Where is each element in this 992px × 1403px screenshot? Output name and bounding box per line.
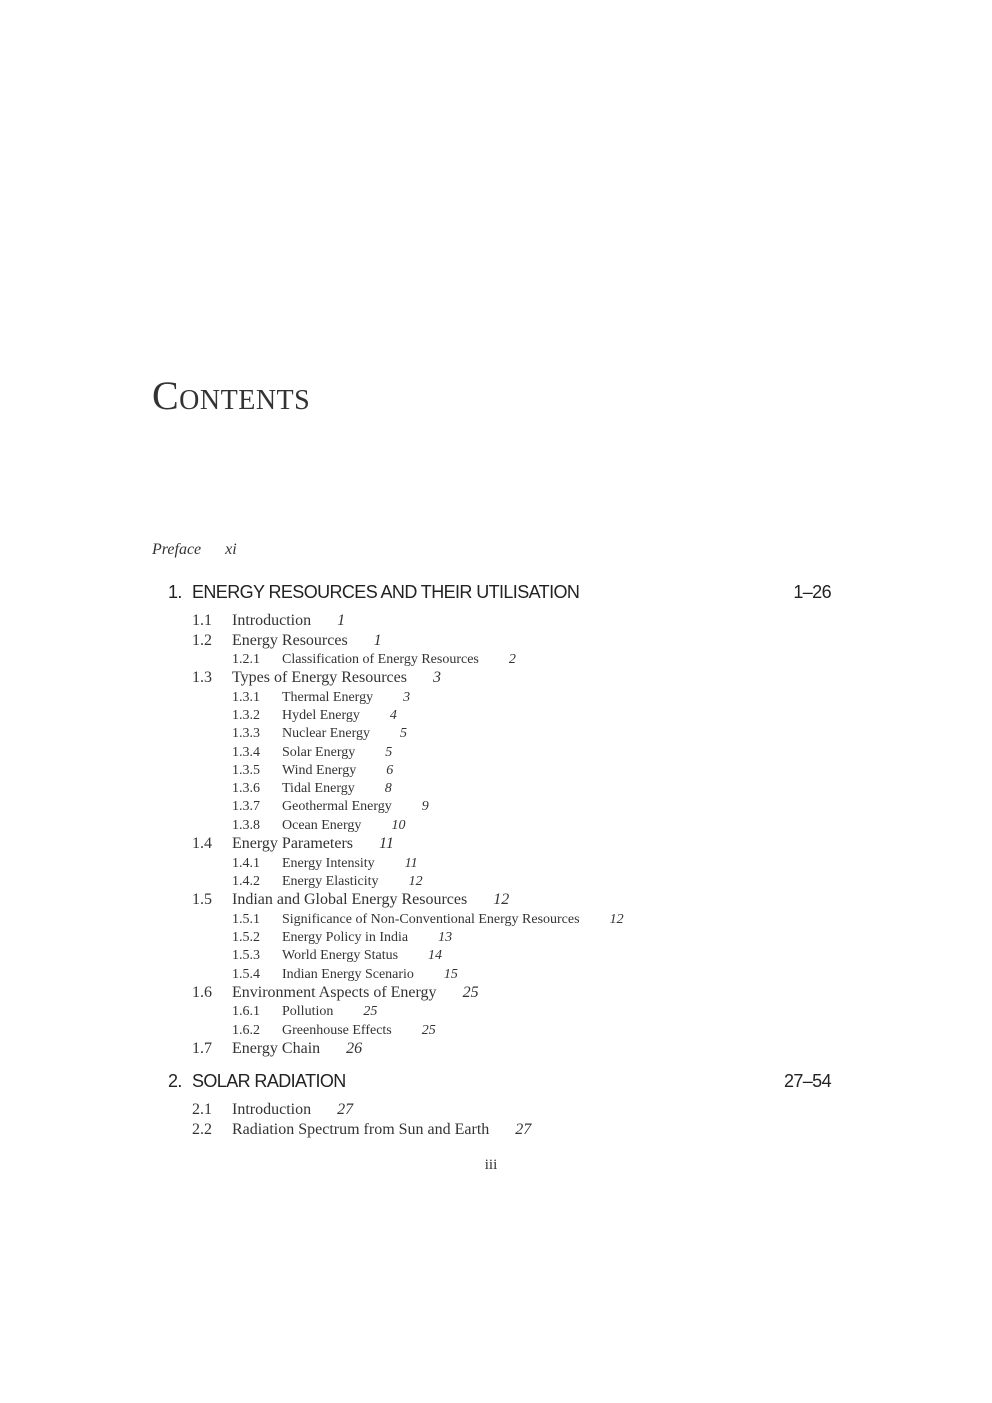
section-page: 10 xyxy=(391,817,406,833)
section-page: 27 xyxy=(515,1120,532,1138)
section-number: 1.6 xyxy=(192,984,212,1001)
chapter-number: 2. xyxy=(168,1071,182,1092)
section-title: Energy Policy in India xyxy=(282,929,409,945)
section-page: 12 xyxy=(493,891,510,909)
section-title: Ocean Energy xyxy=(282,817,362,833)
section-page: 3 xyxy=(432,669,441,687)
section-number: 1.4.1 xyxy=(232,855,260,871)
section-number: 1.3.3 xyxy=(232,726,260,742)
section-page: 26 xyxy=(346,1040,363,1058)
chapter-title: SOLAR RADIATION xyxy=(192,1071,346,1092)
section-title: Indian and Global Energy Resources xyxy=(232,891,468,909)
section-title: Energy Parameters xyxy=(232,835,353,853)
section-title: World Energy Status xyxy=(282,948,399,964)
toc-entry[interactable] xyxy=(192,1101,353,1119)
section-page: 6 xyxy=(386,762,394,778)
section-number: 1.3.6 xyxy=(232,781,260,797)
section-number: 1.4 xyxy=(192,835,212,853)
section-number: 1.5 xyxy=(192,891,212,909)
section-page: 9 xyxy=(421,799,429,815)
section-number: 2.2 xyxy=(192,1120,212,1138)
section-title: Radiation Spectrum from Sun and Earth xyxy=(232,1120,490,1138)
section-number: 1.1 xyxy=(192,612,212,629)
toc-chapter[interactable] xyxy=(168,1071,831,1092)
section-title: Tidal Energy xyxy=(282,781,355,797)
section-number: 1.3.1 xyxy=(232,689,260,705)
section-page: 25 xyxy=(363,1004,378,1020)
section-page: 3 xyxy=(403,689,411,705)
section-title: Environment Aspects of Energy xyxy=(232,984,437,1001)
section-number: 1.2 xyxy=(192,631,212,649)
section-number: 1.3.5 xyxy=(232,762,260,778)
section-title: Types of Energy Resources xyxy=(232,669,407,687)
toc-entry[interactable] xyxy=(232,690,410,706)
toc-entry[interactable] xyxy=(192,1121,531,1139)
section-page: 14 xyxy=(428,948,443,964)
section-title: Energy Chain xyxy=(232,1040,321,1058)
section-number: 1.7 xyxy=(192,1040,212,1058)
toc-entry[interactable] xyxy=(192,612,345,630)
chapter-title: ENERGY RESOURCES AND THEIR UTILISATION xyxy=(192,582,580,602)
toc-entry[interactable] xyxy=(232,874,423,890)
section-page: 12 xyxy=(609,911,624,927)
section-page: 27 xyxy=(337,1101,354,1119)
section-title: Energy Resources xyxy=(232,631,348,649)
toc-entry[interactable] xyxy=(192,1040,362,1058)
section-page: 4 xyxy=(389,707,397,723)
section-page: 25 xyxy=(462,984,479,1001)
section-number: 1.5.4 xyxy=(232,966,260,982)
section-title: Hydel Energy xyxy=(282,707,360,723)
section-page: 11 xyxy=(404,855,418,871)
section-number: 2.1 xyxy=(192,1101,212,1119)
toc-entry[interactable] xyxy=(232,912,624,928)
toc-entry[interactable] xyxy=(232,781,392,797)
section-page: 5 xyxy=(399,726,407,742)
section-page: 1 xyxy=(337,612,346,629)
section-number: 1.5.3 xyxy=(232,948,260,964)
section-title: Indian Energy Scenario xyxy=(282,966,414,982)
preface-page: xi xyxy=(225,541,237,558)
section-title: Classification of Energy Resources xyxy=(282,651,479,667)
section-page: 11 xyxy=(379,835,394,853)
section-title: Introduction xyxy=(232,1101,312,1119)
section-title: Introduction xyxy=(232,612,312,629)
section-title: Energy Intensity xyxy=(282,855,375,871)
section-page: 2 xyxy=(508,651,516,667)
chapter-page-range: 27–54 xyxy=(783,1071,831,1092)
toc-entry[interactable] xyxy=(232,1023,436,1039)
toc-entry[interactable] xyxy=(232,763,393,779)
chapter-number: 1. xyxy=(168,582,182,602)
section-number: 1.3.2 xyxy=(232,707,260,723)
section-page: 5 xyxy=(385,744,393,760)
preface-label: Preface xyxy=(152,541,202,558)
toc-entry[interactable] xyxy=(232,818,405,834)
section-number: 1.3.7 xyxy=(232,799,260,815)
section-title: Geothermal Energy xyxy=(282,799,392,815)
toc-entry[interactable] xyxy=(232,856,418,872)
toc-entry[interactable] xyxy=(192,669,441,687)
section-number: 1.5.1 xyxy=(232,911,260,927)
section-page: 1 xyxy=(373,631,382,649)
toc-entry[interactable] xyxy=(232,726,407,742)
page-title: Contents xyxy=(152,373,311,418)
section-page: 13 xyxy=(438,929,453,945)
toc-entry[interactable] xyxy=(232,967,458,983)
toc-chapter[interactable] xyxy=(168,582,831,603)
section-page: 8 xyxy=(384,781,392,797)
toc-entry[interactable] xyxy=(192,891,509,909)
toc-entry[interactable] xyxy=(232,1004,377,1020)
toc-entry[interactable] xyxy=(192,835,394,853)
section-title: Nuclear Energy xyxy=(282,726,370,742)
section-number: 1.3 xyxy=(192,669,212,687)
toc-entry[interactable] xyxy=(232,652,516,668)
section-number: 1.3.8 xyxy=(232,817,260,833)
page-number: iii xyxy=(484,1157,498,1173)
section-title: Solar Energy xyxy=(282,744,356,760)
section-number: 1.3.4 xyxy=(232,744,260,760)
toc-entry[interactable] xyxy=(232,745,392,761)
section-title: Wind Energy xyxy=(282,762,357,778)
section-number: 1.4.2 xyxy=(232,873,260,889)
toc-entry[interactable] xyxy=(232,930,452,946)
section-title: Pollution xyxy=(282,1004,334,1020)
toc-preface[interactable] xyxy=(152,541,237,559)
section-title: Energy Elasticity xyxy=(282,873,379,889)
toc-entry[interactable] xyxy=(192,632,382,650)
toc-entry[interactable] xyxy=(232,708,397,724)
section-number: 1.6.1 xyxy=(232,1004,260,1020)
chapter-page-range: 1–26 xyxy=(793,582,831,602)
section-number: 1.6.2 xyxy=(232,1022,260,1038)
section-number: 1.5.2 xyxy=(232,929,260,945)
toc-entry[interactable] xyxy=(232,948,442,964)
toc-entry[interactable] xyxy=(232,799,429,815)
section-title: Significance of Non-Conventional Energy Resources xyxy=(282,911,580,927)
section-page: 15 xyxy=(443,966,458,982)
section-number: 1.2.1 xyxy=(232,651,260,667)
toc-entry[interactable] xyxy=(192,984,479,1002)
section-page: 25 xyxy=(421,1022,436,1038)
section-page: 12 xyxy=(408,873,423,889)
section-title: Thermal Energy xyxy=(282,689,374,705)
section-title: Greenhouse Effects xyxy=(282,1022,392,1038)
